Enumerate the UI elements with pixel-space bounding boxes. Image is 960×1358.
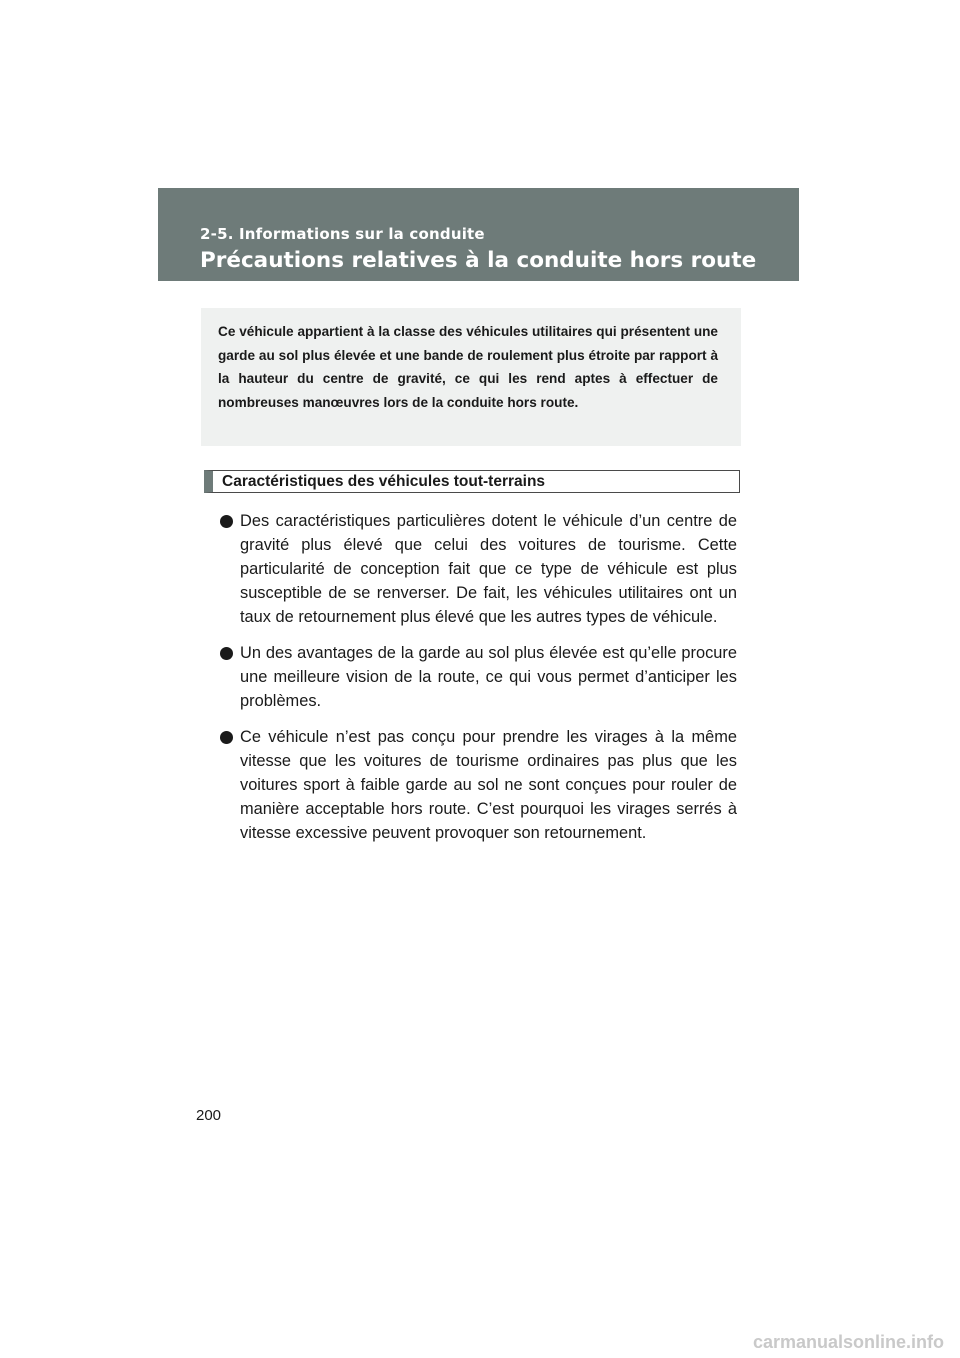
section-label: 2-5. Informations sur la conduite [200, 225, 485, 243]
section-heading: Caractéristiques des véhicules tout-terrains [222, 473, 546, 490]
bullet-icon [220, 515, 233, 528]
page-title: Précautions relatives à la conduite hors route [200, 248, 757, 273]
list-item [220, 725, 737, 845]
bullet-text: Un des avantages de la garde au sol plus élevée est qu’elle procure une meilleure vision de la route, ce qui vous permet d’anticiper les problèmes. [240, 644, 737, 710]
bullet-list [220, 509, 737, 857]
bullet-text: Ce véhicule n’est pas conçu pour prendre les virages à la même vitesse que les voitures de tourisme ordinaires pas plus que les voitures sport à faible garde au sol ne sont conçues pour rouler de manière acceptable hors route. C’est pourquoi les virages serrés à vitesse excessive peuvent provoquer son retournement. [240, 728, 737, 842]
bullet-text: Des caractéristiques particulières dotent le véhicule d’un centre de gravité plus élevé que celui des voitures de tourisme. Cette particularité de conception fait que ce type de véhicule est plus susceptible de se renverser. De fait, les véhicules utilitaires ont un taux de retournement plus élevé que les autres types de véhicule. [240, 512, 737, 626]
bullet-icon [220, 731, 233, 744]
bullet-icon [220, 647, 233, 660]
subheading-bar [204, 470, 740, 493]
list-item [220, 641, 737, 713]
list-item [220, 509, 737, 629]
intro-box [201, 308, 741, 446]
watermark: carmanualsonline.info [753, 1332, 945, 1352]
intro-text: Ce véhicule appartient à la classe des véhicules utilitaires qui présentent une garde au sol plus élevée et une bande de roulement plus étroite par rapport à la hauteur du centre de gravité, ce qui les rend aptes à effectuer de nombreuses manœuvres lors de la conduite hors route. [218, 324, 718, 410]
header-band [158, 188, 799, 281]
page-number: 200 [196, 1107, 222, 1124]
